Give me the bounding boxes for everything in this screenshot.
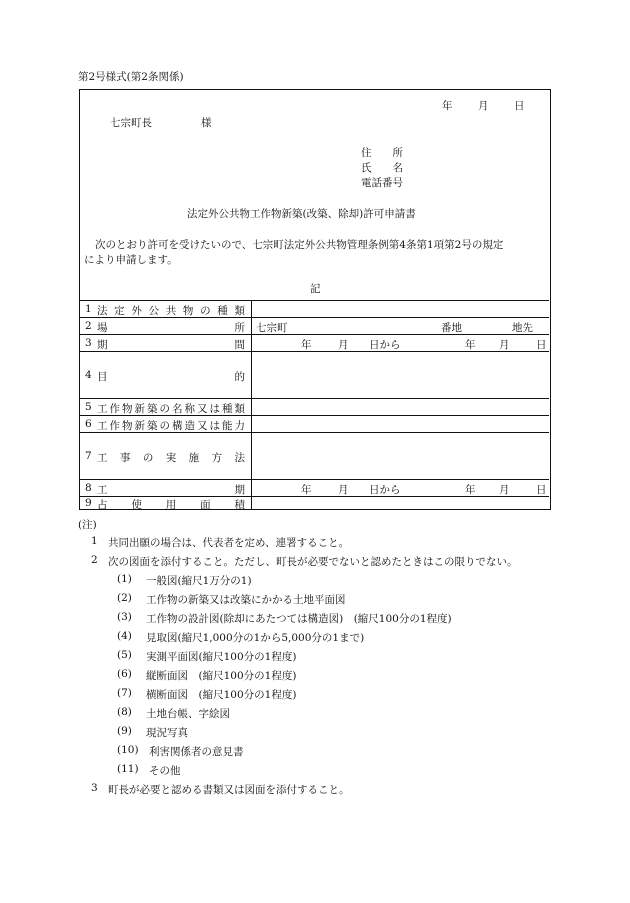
- from-year: 年: [301, 339, 312, 351]
- from-day: 日から: [369, 484, 401, 496]
- sub-item-number: (4): [117, 630, 132, 642]
- sub-item-number: (1): [117, 573, 132, 585]
- sub-item-text: 現況写真: [146, 727, 188, 739]
- table-row-3: [80, 334, 549, 352]
- table-row-6: [80, 415, 549, 433]
- sub-item-text: 横断面図 (縮尺100分の1程度): [146, 689, 297, 701]
- to-month: 月: [499, 339, 510, 351]
- note-number: 1: [91, 535, 98, 547]
- row-number: 3: [85, 337, 92, 349]
- row-label: 期間: [97, 339, 245, 351]
- row-label: 占使用面積: [97, 499, 245, 511]
- sub-item-number: (7): [117, 687, 132, 699]
- row-label: 工作物新築の構造又は能力: [97, 420, 245, 432]
- note-text: 町長が必要と認める書類又は図面を添付すること。: [108, 784, 350, 796]
- sub-item-number: (2): [117, 592, 132, 604]
- table-row-8: [80, 479, 549, 497]
- body-text-line-1: 次のとおり許可を受けたいので、七宗町法定外公共物管理条例第4条第1項第2号の規定: [95, 239, 504, 251]
- date-year: 年: [442, 100, 453, 112]
- from-month: 月: [338, 484, 349, 496]
- sub-item-text: 工作物の設計図(除却にあたつては構造図) (縮尺100分の1程度): [146, 613, 452, 625]
- banchi-label: 番地: [441, 322, 462, 334]
- table-row-7: [80, 432, 549, 480]
- to-year: 年: [465, 339, 476, 351]
- notes-heading: (注): [78, 519, 97, 531]
- to-day: 日: [536, 484, 547, 496]
- town-name: 七宗町: [256, 322, 288, 334]
- sub-item-number: (6): [117, 668, 132, 680]
- sub-item-number: (5): [117, 649, 132, 661]
- row-number: 4: [85, 369, 92, 381]
- table-row-2: [80, 317, 549, 335]
- body-text-line-2: により申請します。: [84, 254, 178, 266]
- sub-item-text: 実測平面図(縮尺100分の1程度): [146, 651, 297, 663]
- row-label: 工事の実施方法: [97, 452, 245, 464]
- sub-item-text: 工作物の新築又は改築にかかる土地平面図: [146, 594, 346, 606]
- row-label: 工作物新築の名称又は種類: [97, 403, 245, 415]
- chisaki-label: 地先: [512, 322, 533, 334]
- table-row-5: [80, 398, 549, 416]
- sub-item-number: (3): [117, 611, 132, 623]
- row-number: 8: [85, 482, 92, 494]
- sub-item-text: 縦断面図 (縮尺100分の1程度): [146, 670, 297, 682]
- date-month: 月: [478, 100, 489, 112]
- sub-item-text: 利害関係者の意見書: [149, 746, 244, 758]
- note-number: 3: [91, 782, 98, 794]
- row-label: 場所: [97, 322, 245, 334]
- table-row-4: [80, 351, 549, 399]
- row-label: 法定外公共物の種類: [97, 305, 245, 317]
- row-number: 5: [85, 401, 92, 413]
- addressee-name: 七宗町長: [110, 117, 152, 129]
- application-form: [79, 89, 551, 510]
- row-number: 2: [85, 320, 92, 332]
- note-text: 次の図面を添付すること。ただし、町長が必要でないと認めたときはこの限りでない。: [108, 556, 518, 568]
- applicant-address-label: 住 所: [361, 147, 403, 159]
- row-number: 1: [85, 303, 92, 315]
- row-number: 6: [85, 418, 92, 430]
- row-label: 目的: [97, 371, 245, 383]
- applicant-name-label: 氏 名: [361, 162, 403, 174]
- sub-item-number: (8): [117, 706, 132, 718]
- to-month: 月: [499, 484, 510, 496]
- form-title: 法定外公共物工作物新築(改築、除却)許可申請書: [187, 208, 416, 220]
- sub-item-number: (9): [117, 725, 132, 737]
- note-text: 共同出願の場合は、代表者を定め、連署すること。: [108, 537, 350, 549]
- applicant-phone-label: 電話番号: [361, 177, 403, 189]
- table-column-divider: [251, 300, 252, 509]
- sub-item-number: (10): [117, 744, 139, 756]
- note-number: 2: [91, 554, 98, 566]
- sub-item-text: 一般図(縮尺1万分の1): [146, 575, 252, 587]
- row-number: 7: [85, 450, 92, 462]
- addressee-honorific: 様: [201, 117, 212, 129]
- from-day: 日から: [369, 339, 401, 351]
- from-year: 年: [301, 484, 312, 496]
- date-day: 日: [514, 100, 525, 112]
- row-number: 9: [85, 497, 92, 509]
- table-row-1: [80, 300, 549, 318]
- ki-heading: 記: [310, 283, 321, 295]
- from-month: 月: [338, 339, 349, 351]
- sub-item-text: 見取図(縮尺1,000分の1から5,000分の1まで): [146, 632, 365, 644]
- sub-item-number: (11): [117, 763, 139, 775]
- sub-item-text: その他: [149, 765, 181, 777]
- form-number-label: 第2号様式(第2条関係): [78, 71, 184, 83]
- to-year: 年: [465, 484, 476, 496]
- to-day: 日: [536, 339, 547, 351]
- row-label: 工期: [97, 484, 245, 496]
- sub-item-text: 土地台帳、字絵図: [146, 708, 230, 720]
- table-row-9: [80, 496, 549, 510]
